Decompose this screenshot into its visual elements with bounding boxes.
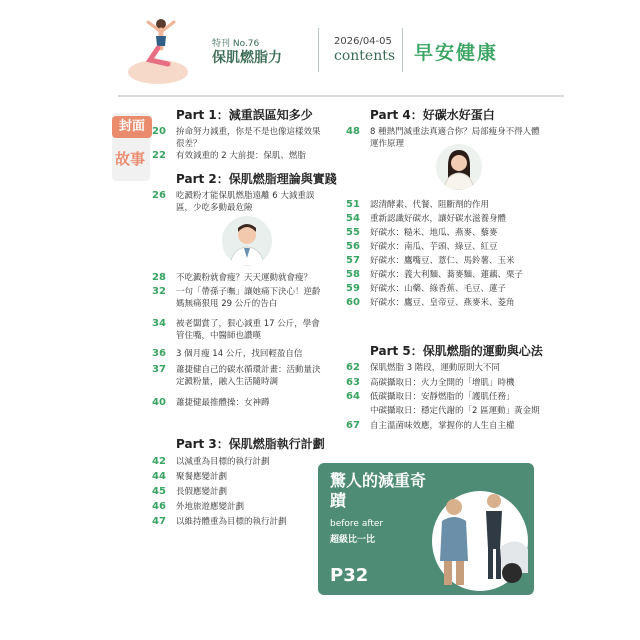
section-heading-part4: Part 4：好碳水好蛋白 xyxy=(370,108,495,122)
promo-page-number: P32 xyxy=(330,565,369,586)
portrait-woman xyxy=(436,144,482,190)
promo-subtitle: 超級比一比 xyxy=(330,535,376,545)
entry-text: 高碳攝取日：火力全開的「增肌」時機 xyxy=(370,378,515,388)
page-number: 28 xyxy=(152,272,166,283)
entry-text: 有效減重的 2 大前提：保肌、燃脂 xyxy=(176,151,306,161)
page-number: 55 xyxy=(346,227,360,238)
entry-text: 重新認識好碳水，讓好碳水滋養身體 xyxy=(370,214,507,224)
section-heading-part3: Part 3：保肌燃脂執行計劃 xyxy=(176,437,325,451)
section-heading-part1: Part 1：減重誤區知多少 xyxy=(176,108,313,122)
page-number: 46 xyxy=(152,501,166,512)
entry-text: 聚餐應變計劃 xyxy=(176,472,228,482)
contents-label: contents xyxy=(334,48,396,64)
page-number: 44 xyxy=(152,471,166,482)
entry-text: 好碳水：鷹嘴豆、薏仁、馬鈴薯、玉米 xyxy=(370,256,515,266)
page-number: 36 xyxy=(152,348,166,359)
page-number: 42 xyxy=(152,456,166,467)
page-number: 40 xyxy=(152,397,166,408)
header-divider xyxy=(318,28,319,72)
entry-text: 一句「帶孫子嘸」讓她痛下決心！逆齡媽無痛狠甩 29 公斤的告白 xyxy=(176,287,321,309)
portrait-doctor xyxy=(222,216,272,266)
magazine-title: 保肌燃脂力 xyxy=(212,50,282,66)
page-number: 57 xyxy=(346,255,360,266)
entry-text: 自主溫菌味效應，掌握你的人生自主權 xyxy=(370,421,515,431)
page-number: 63 xyxy=(346,377,360,388)
entry-text: 不吃澱粉就會瘦？天天運動就會瘦？ xyxy=(176,273,313,283)
entry-text: 以維持體重為目標的執行計劃 xyxy=(176,517,287,527)
page-number: 56 xyxy=(346,241,360,252)
entry-text: 被老闆賞了，狠心減重 17 公斤，學會管住嘴，中醫師也讚嘆 xyxy=(176,319,320,341)
page-number: 34 xyxy=(152,318,166,329)
page-number: 20 xyxy=(152,126,166,137)
cover-story-label: 故事 xyxy=(114,150,145,168)
page-number: 47 xyxy=(152,516,166,527)
entry-text: 保肌燃脂 3 階段，運動原則大不同 xyxy=(370,363,500,373)
top-rule xyxy=(118,95,564,97)
entry-text: 蕭捷健最推體操：女神蹲 xyxy=(176,398,270,408)
issue-number: 特刊 No.76 xyxy=(212,39,260,49)
entry-text: 好碳水：糙米、地瓜、燕麥、藜麥 xyxy=(370,228,498,238)
issue-date: 2026/04-05 xyxy=(334,36,392,47)
entry-text: 長假應變計劃 xyxy=(176,487,228,497)
page-number: 45 xyxy=(152,486,166,497)
entry-text: 吃澱粉才能保肌燃脂遠離 6 大減重誤區，少吃多動最危險 xyxy=(176,191,315,213)
entry-text: 以減重為目標的執行計劃 xyxy=(176,457,270,467)
section-heading-part2: Part 2：保肌燃脂理論與實踐 xyxy=(176,172,337,186)
promo-subtitle: before after xyxy=(330,519,384,529)
page-number: 48 xyxy=(346,126,360,137)
promo-box[interactable] xyxy=(318,463,534,595)
entry-text: 中碳攝取日：穩定代謝的「2 區運動」黃金期 xyxy=(370,406,540,416)
entry-text: 蕭捷健自己的碳水循環計畫：活動量決定澱粉量，融入生活隨時調 xyxy=(176,365,321,387)
entry-text: 3 個月瘦 14 公斤，找回輕盈自信 xyxy=(176,349,303,359)
section-heading-part5: Part 5：保肌燃脂的運動與心法 xyxy=(370,344,543,358)
entry-text: 拚命努力減重，你是不是也像這樣效果很差？ xyxy=(176,127,321,149)
entry-text: 好碳水：南瓜、芋頭、綠豆、紅豆 xyxy=(370,242,498,252)
cover-tag: 封面 xyxy=(112,116,152,138)
entry-text: 認清酵素、代餐、阻斷劑的作用 xyxy=(370,200,490,210)
page-number: 59 xyxy=(346,283,360,294)
entry-text: 低碳攝取日：安靜燃脂的「護肌任務」 xyxy=(370,392,515,402)
page-number: 32 xyxy=(152,286,166,297)
page-number: 54 xyxy=(346,213,360,224)
entry-text: 8 種熱門減重法真適合你？局部瘦身不得人體運作原理 xyxy=(370,127,540,149)
promo-title: 驚人的減重奇蹟 xyxy=(330,471,427,510)
page-number: 67 xyxy=(346,420,360,431)
page-number: 22 xyxy=(152,150,166,161)
brand-name: 早安健康 xyxy=(414,42,499,64)
page-number: 37 xyxy=(152,364,166,375)
before-after-photo xyxy=(430,477,530,593)
entry-text: 外地旅遊應變計劃 xyxy=(176,502,245,512)
entry-text: 好碳水：義大利麵、蕎麥麵、蓮藕、栗子 xyxy=(370,270,524,280)
header-divider xyxy=(402,28,403,72)
page-number: 51 xyxy=(346,199,360,210)
page-number: 60 xyxy=(346,297,360,308)
entry-text: 好碳水：鷹豆、皇帝豆、燕麥米、菱角 xyxy=(370,298,515,308)
page-number: 26 xyxy=(152,190,166,201)
page-number: 64 xyxy=(346,391,360,402)
page-number: 58 xyxy=(346,269,360,280)
yoga-figure-logo xyxy=(128,14,194,86)
entry-text: 好碳水：山藥、綠香蕉、毛豆、蓮子 xyxy=(370,284,507,294)
page-number: 62 xyxy=(346,362,360,373)
